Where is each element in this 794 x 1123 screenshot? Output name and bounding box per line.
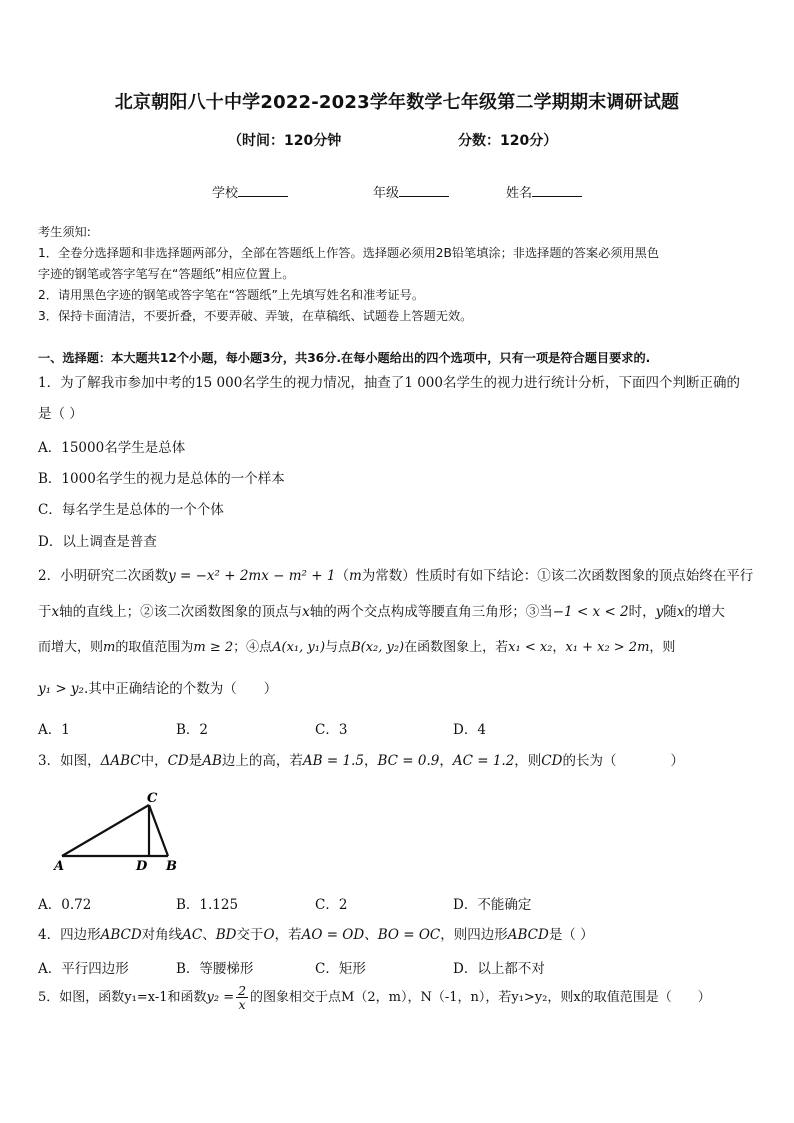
q5-function-name: y₂ =: [206, 990, 235, 1005]
q3-text: 的长为（ ）: [562, 753, 684, 769]
q2-inequality: −1 < x < 2: [552, 604, 629, 620]
vertex-label-d: D: [136, 859, 148, 874]
q5-denominator: x: [238, 997, 246, 1012]
q2-var: x: [676, 604, 685, 620]
school-label: 学校: [212, 186, 239, 201]
q2-text: ，: [552, 640, 566, 655]
q2-line1: [38, 566, 758, 586]
grade-field: [373, 182, 449, 201]
q2-text: ，则: [649, 640, 676, 655]
q4-text: 是（ ）: [548, 927, 594, 943]
name-field: [506, 182, 582, 201]
q4-text: ，若: [274, 927, 302, 943]
q1-option-d: D．以上调查是普查: [38, 534, 157, 550]
q3-segment: CD: [541, 753, 563, 769]
q2-point-b: B(x₂, y₂): [351, 640, 405, 655]
q3-text: ，: [363, 753, 378, 769]
notice-item-3: 3．保持卡面清洁，不要折叠，不要弄破、弄皱，在草稿纸、试题卷上答题无效。: [38, 309, 473, 323]
q2-text: 于: [38, 604, 52, 620]
q3-text: 边上的高，若: [221, 753, 303, 769]
q2-text: 轴的直线上；②该二次函数图象的顶点与: [59, 604, 303, 620]
q3-text: 3．如图，: [38, 753, 101, 769]
q4-condition: AO = OD: [301, 927, 365, 943]
triangle-figure: [48, 788, 188, 878]
q2-line4: [38, 679, 758, 699]
q4-quad: ABCD: [507, 927, 549, 943]
q4-text: 4．四边形: [38, 927, 101, 943]
q2-text: 时，: [628, 604, 656, 620]
q2-text: .其中正确结论的个数为（ ）: [83, 681, 278, 697]
q1-option-b: B．1000名学生的视力是总体的一个样本: [38, 471, 285, 487]
q2-option-b: B．2: [176, 722, 209, 738]
q2-text: 为常数）性质时有如下结论：①该二次函数图象的顶点始终在平行: [361, 568, 754, 584]
q2-option-d: D．4: [453, 722, 486, 738]
school-field: [212, 182, 288, 201]
school-blank: [238, 184, 288, 197]
q3-option-d: D．不能确定: [453, 897, 532, 913]
notice-heading: 考生须知:: [38, 225, 91, 239]
q3-stem: [38, 751, 758, 771]
q4-option-a: A．平行四边形: [38, 961, 129, 977]
q4-text: 、: [364, 927, 378, 943]
q2-condition: x₁ + x₂ > 2m: [565, 640, 650, 655]
q4-option-c: C．矩形: [315, 961, 366, 977]
q2-var: x: [51, 604, 60, 620]
q3-triangle: ΔABC: [100, 753, 141, 769]
q4-text: 对角线: [141, 927, 183, 943]
q2-condition: x₁ < x₂: [508, 640, 553, 655]
q3-given: BC = 0.9: [377, 753, 440, 769]
q2-var: y: [655, 604, 664, 620]
q2-var: m: [348, 568, 362, 584]
vertex-label-b: B: [166, 859, 177, 874]
notice-item-1a: 1．全卷分选择题和非选择题两部分，全部在答题纸上作答。选择题必须用2B铅笔填涂；非选择题的答案必须用黑色: [38, 246, 660, 260]
q5-text: 5．如图，函数y₁=x-1和函数: [38, 990, 207, 1005]
q2-line2: [38, 602, 758, 622]
grade-blank: [399, 184, 449, 197]
notice-item-1b: 字迹的钢笔或答字笔写在“答题纸”相应位置上。: [38, 267, 295, 281]
grade-label: 年级: [373, 186, 400, 201]
section-heading: 一、选择题：本大题共12个小题，每小题3分，共36分.在每小题给出的四个选项中，只有一项是符合题目要求的.: [38, 351, 651, 365]
vertex-label-a: A: [54, 859, 65, 874]
q1-stem-line1: 1．为了解我市参加中考的15 000名学生的视力情况，抽查了1 000名学生的视力进行统计分析，下面四个判断正确的: [38, 375, 740, 391]
q3-option-b: B．1.125: [176, 897, 239, 913]
total-score: 分数：120分）: [458, 133, 558, 149]
q5-numerator: 2: [238, 983, 247, 998]
q2-text: 2．小明研究二次函数: [38, 568, 169, 584]
q4-option-d: D．以上都不对: [453, 961, 545, 977]
q2-var: x: [302, 604, 310, 620]
time-limit: （时间：120分钟: [228, 133, 342, 149]
q2-text: 在函数图象上，若: [404, 640, 509, 655]
q3-option-c: C．2: [315, 897, 348, 913]
q3-option-a: A．0.72: [38, 897, 92, 913]
q3-text: ，: [439, 753, 453, 769]
q3-text: 中，: [140, 753, 168, 769]
q2-option-a: A．1: [38, 722, 70, 738]
name-label: 姓名: [506, 186, 533, 201]
q2-text: 而增大，则: [38, 640, 104, 655]
q2-line3: [38, 638, 758, 658]
q4-stem: [38, 925, 758, 945]
q4-option-b: B．等腰梯形: [176, 961, 254, 977]
q3-given: AB = 1.5: [302, 753, 364, 769]
q4-point: O: [263, 927, 275, 943]
q2-text: 与点: [325, 640, 352, 655]
q2-text: 的增大: [684, 604, 725, 620]
q3-segment: AB: [202, 753, 222, 769]
side-bc: [149, 805, 168, 856]
q3-text: 是: [188, 753, 203, 769]
q2-point-a: A(x₁, y₁): [272, 640, 326, 655]
notice-item-2: 2．请用黑色字迹的钢笔或答字笔在“答题纸”上先填写姓名和准考证号。: [38, 288, 425, 302]
q2-function-expr: y = −x² + 2mx − m² + 1: [168, 568, 336, 584]
q2-text: ；④点: [233, 640, 273, 655]
q3-text: 则: [527, 753, 542, 769]
name-blank: [532, 184, 582, 197]
q2-option-c: C．3: [315, 722, 348, 738]
q4-diagonal: BD: [215, 927, 237, 943]
q2-text: （: [335, 568, 349, 584]
vertex-label-c: C: [147, 791, 158, 806]
q4-diagonal: AC: [182, 927, 203, 943]
q3-text: ，: [514, 753, 528, 769]
q1-option-c: C．每名学生是总体的一个个体: [38, 502, 224, 518]
q4-text: 交于: [236, 927, 264, 943]
q2-text: 随: [663, 604, 677, 620]
q5-fraction: [236, 984, 248, 1011]
q1-stem-line2: 是（ ）: [38, 406, 83, 422]
q5-text: 的图象相交于点M（2，m），N（-1，n），若y₁>y₂，则x的取值范围是（ ）: [250, 990, 711, 1005]
q2-text: 的取值范围为: [115, 640, 194, 655]
page-title: 北京朝阳八十中学2022-2023学年数学七年级第二学期期末调研试题: [114, 92, 680, 113]
q3-given: AC = 1.2: [452, 753, 515, 769]
q5-stem: [38, 984, 768, 1011]
q2-conclusion-expr: y₁ > y₂: [38, 681, 84, 697]
q1-option-a: A．15000名学生是总体: [38, 440, 186, 456]
q2-text: 轴的两个交点构成等腰直角三角形；③当: [309, 604, 553, 620]
q2-var: m: [103, 640, 116, 655]
q4-condition: BO = OC: [377, 927, 441, 943]
q4-text: 、: [202, 927, 216, 943]
q4-text: ，则四边形: [440, 927, 508, 943]
q3-segment: CD: [167, 753, 189, 769]
side-ac: [62, 805, 149, 856]
q2-condition: m ≥ 2: [193, 640, 234, 655]
q4-quad: ABCD: [100, 927, 142, 943]
